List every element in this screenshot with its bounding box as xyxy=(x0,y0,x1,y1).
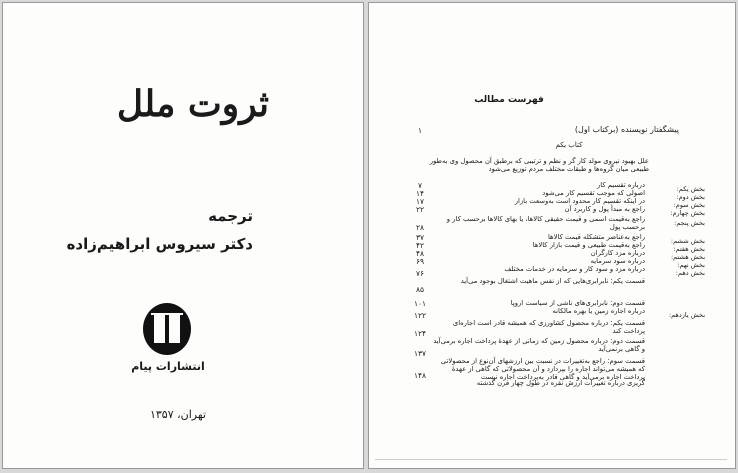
publisher-logo-icon xyxy=(143,303,191,355)
book-intro: علل بهبود نیروی مولد کار گر و نظم و ترتیبی که برطبق آن محصول وی به‌طور طبیعی میان گروه‌ها و طبقات مختلف مردم توزیع می‌شود xyxy=(429,157,649,173)
toc-part-label: بخش هفتم: xyxy=(673,245,705,253)
toc-entry-title: راجع به‌قیمت طبیعی و قیمت بازار کالاها xyxy=(532,241,645,249)
toc-entry-page: ۱۴ xyxy=(415,189,425,198)
toc-part-label: بخش نهم: xyxy=(677,261,705,269)
toc-entry-page: ۸۵ xyxy=(415,285,425,294)
toc-entry-page: ۴۲ xyxy=(415,241,425,250)
toc-entry-title: گریزی درباره تغییرات ارزش نقره در طول چهار قرن گذشته xyxy=(476,379,645,387)
toc-entry-title: درباره تقسیم کار xyxy=(597,181,645,189)
toc-part-label: بخش هشتم: xyxy=(670,253,705,261)
toc-part-label: بخش یکم: xyxy=(676,185,705,193)
page-bottom-rule xyxy=(375,459,727,460)
toc-entry-page: ۲۸ xyxy=(415,223,425,232)
contents-page xyxy=(368,2,736,469)
translator-name: دکتر سیروس ابراهیم‌زاده xyxy=(66,235,253,253)
toc-entry-title: قسمت دوم: درباره محصول زمین که زمانی از عهدهٔ پرداخت اجاره برمی‌آید و گاهی برنمی‌آید xyxy=(433,337,645,353)
preface-page: ۱ xyxy=(417,126,423,135)
toc-part-label: بخش ششم: xyxy=(670,237,705,245)
toc-part-label: بخش چهارم: xyxy=(670,209,705,217)
preface-label: پیشگفتار نویسنده (برکتاب اول) xyxy=(574,125,679,134)
book-heading: کتاب یکم xyxy=(555,141,583,149)
toc-entry-title: قسمت یکم: نابرابری‌هایی که از نفس ماهیت اشتغال بوجود می‌آید xyxy=(460,277,645,285)
toc-part-label: بخش پنجم: xyxy=(674,219,705,227)
toc-entry-page: ۱۰۱ xyxy=(413,299,427,308)
toc-entry-page: ۱۳۷ xyxy=(413,349,427,358)
toc-part-label: بخش سوم: xyxy=(673,201,705,209)
translation-label: ترجمه xyxy=(208,207,253,225)
toc-entry-title: درباره سود سرمایه xyxy=(590,257,645,265)
toc-entry-page: ۶۹ xyxy=(415,257,425,266)
toc-entry-title: قسمت دوم: نابرابری‌های ناشی از سیاست اروپا xyxy=(510,299,645,307)
toc-entry-title: قسمت سوم: راجع به‌تغییرات در نسبت بین ارزشهای آن‌نوع از محصولاتی که همیشه می‌تواند اجاره را بپردازد و آن محصولاتی که گاهی از عهدهٔ پرداخت اجاره برمی‌آید و گاهی قادر به‌پرداخت اجاره نیست xyxy=(440,357,645,381)
toc-entry-title: قسمت یکم: درباره محصول کشاورزی که همیشه قادر است اجاره‌ای پرداخت کند xyxy=(452,319,645,335)
toc-entry-page: ۱۲۲ xyxy=(413,311,427,320)
toc-entry-title: در اینکه تقسیم کار محدود است به‌وسعت بازار xyxy=(514,197,645,205)
toc-part-label: بخش دهم: xyxy=(675,269,705,277)
toc-entry-page: ۱۷ xyxy=(415,197,425,206)
book-title: ثروت ملل xyxy=(116,83,270,125)
toc-entry-title: راجع به مبدأ پول و کاربرد آن xyxy=(564,205,645,213)
toc-entry-title: درباره مزد و سود کار و سرمایه در خدمات مختلف xyxy=(504,265,645,273)
toc-entry-page: ۱۲۴ xyxy=(413,329,427,338)
toc-entry-page: ۷ xyxy=(417,181,423,190)
toc-part-label: بخش دوم: xyxy=(676,193,705,201)
toc-entry-page: ۷۶ xyxy=(415,269,425,278)
toc-entry-page: ۲۲ xyxy=(415,205,425,214)
toc-title: فهرست مطالب xyxy=(474,95,544,105)
toc-entry-page: ۴۸ xyxy=(415,249,425,258)
place-and-date: تهران، ۱۳۵۷ xyxy=(149,408,207,421)
toc-entry-page: ۳۷ xyxy=(415,233,425,242)
toc-entry-title: راجع به‌قیمت اسمی و قیمت حقیقی کالاها، یا بهای کالاها برحسب کار و برحسب پول xyxy=(446,215,645,231)
toc-entry-title: درباره اجاره زمین یا بهره مالکانه xyxy=(552,307,645,315)
toc-entry-title: درباره مزد کارگران xyxy=(590,249,645,257)
toc-entry-title: اصولی که موجب تقسیم کار می‌شود xyxy=(542,189,645,197)
toc-part-label: بخش یازدهم: xyxy=(668,311,705,319)
toc-entry-title: راجع به‌عناصر متشکله قیمت کالاها xyxy=(547,233,645,241)
toc-entry-page: ۱۴۸ xyxy=(413,371,427,380)
publisher-name: انتشارات پیام xyxy=(131,360,205,373)
title-page xyxy=(2,2,364,469)
